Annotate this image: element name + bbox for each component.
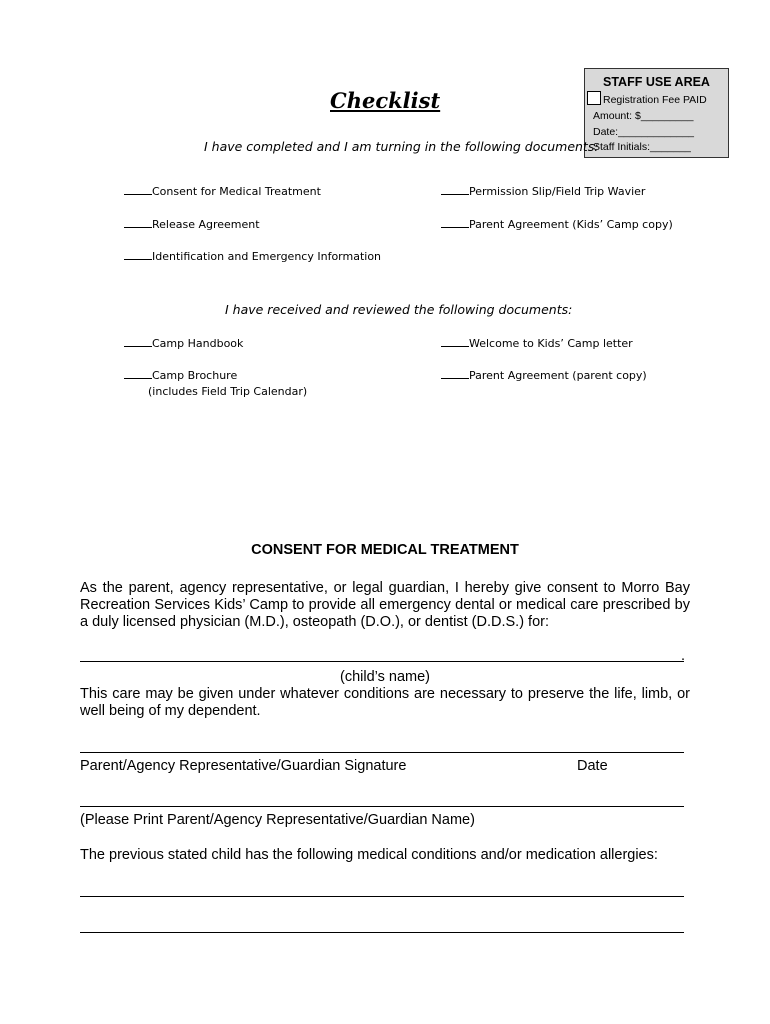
child-name-period: . — [681, 648, 686, 664]
checklist-item-handbook[interactable]: Camp Handbook — [124, 337, 243, 350]
checklist-item-permission-slip[interactable]: Permission Slip/Field Trip Wavier — [441, 185, 645, 198]
amount-field[interactable]: Amount: $_________ — [593, 110, 694, 122]
consent-title: CONSENT FOR MEDICAL TREATMENT — [251, 542, 519, 558]
date-field[interactable]: Date:_____________ — [593, 126, 695, 138]
fee-paid-checkbox[interactable] — [587, 91, 601, 105]
brochure-note: (includes Field Trip Calendar) — [148, 385, 308, 398]
signature-line[interactable] — [80, 752, 684, 753]
signature-label: Parent/Agency Representative/Guardian Signature — [80, 758, 407, 774]
staff-use-area — [584, 68, 729, 158]
staff-initials-field[interactable]: Staff Initials:_______ — [593, 141, 691, 153]
checklist-item-parent-agreement-parent[interactable]: Parent Agreement (parent copy) — [441, 369, 647, 382]
completed-lead: I have completed and I am turning in the following documents: — [204, 139, 599, 154]
child-name-label: (child’s name) — [340, 669, 430, 685]
allergies-line-2[interactable] — [80, 932, 684, 933]
checklist-item-consent[interactable]: Consent for Medical Treatment — [124, 185, 321, 198]
checklist-title: Checklist — [330, 88, 441, 113]
print-name-line[interactable] — [80, 806, 684, 807]
checklist-item-parent-agreement-kids[interactable]: Parent Agreement (Kids’ Camp copy) — [441, 218, 673, 231]
staff-use-title: STAFF USE AREA — [603, 75, 710, 89]
care-text: This care may be given under whatever conditions are necessary to preserve the life, limb, or well being of my dependent. — [80, 686, 690, 719]
allergies-line-1[interactable] — [80, 896, 684, 897]
checklist-item-welcome-letter[interactable]: Welcome to Kids’ Camp letter — [441, 337, 633, 350]
date-label: Date — [577, 758, 608, 774]
print-name-label: (Please Print Parent/Agency Representative/Guardian Name) — [80, 812, 475, 828]
checklist-item-brochure[interactable]: Camp Brochure — [124, 369, 237, 382]
checklist-item-identification[interactable]: Identification and Emergency Information — [124, 250, 381, 263]
received-lead: I have received and reviewed the following documents: — [225, 302, 573, 317]
fee-paid-label: Registration Fee PAID — [603, 94, 707, 106]
child-name-line[interactable] — [80, 661, 684, 662]
checklist-item-release[interactable]: Release Agreement — [124, 218, 260, 231]
consent-intro: As the parent, agency representative, or legal guardian, I hereby give consent to Morro Bay Recreation Services Kids’ Camp to provide all emergency dental or medical care prescribed by a duly licensed physician (M.D.), osteopath (D.O.), or dentist (D.D.S.) for: — [80, 580, 690, 630]
allergies-text: The previous stated child has the following medical conditions and/or medication allergies: — [80, 847, 658, 863]
